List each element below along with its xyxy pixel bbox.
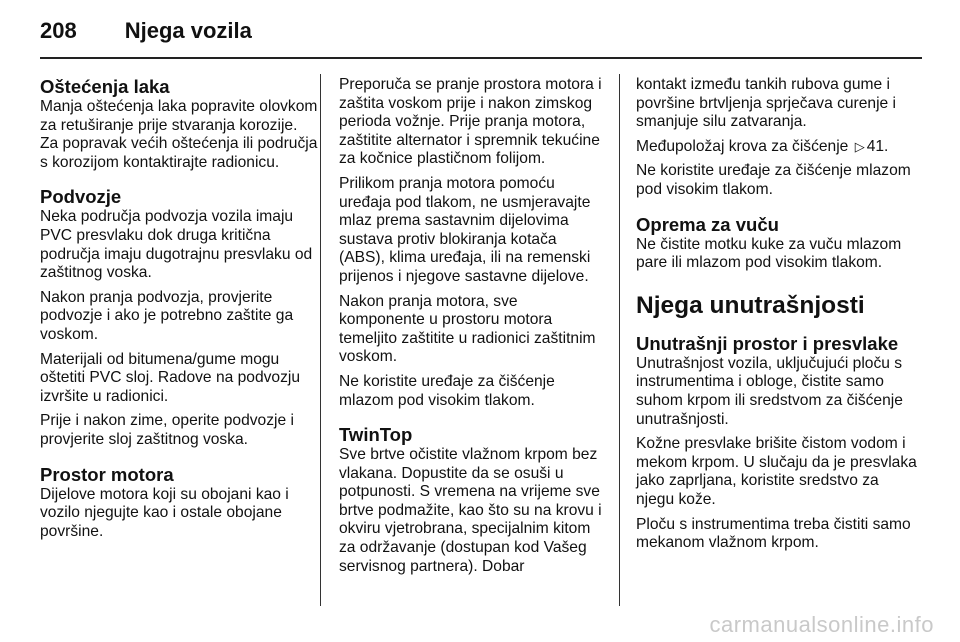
paragraph: Ne koristite uređaje za čišćenje mlazom pod visokim tlakom. <box>339 372 555 409</box>
paragraph: Prije i nakon zime, operite podvozje i provjerite sloj zaštitnog voska. <box>40 412 294 448</box>
column-1 <box>40 76 318 555</box>
paragraph: Sve brtve očistite vlažnom krpom bez vlakana. Dopustite da se osuši u potpunosti. S vremena na vrijeme sve brtve podmažite, kao što su na krovu i okviru vjetrobrana, specijalnim kitom za održavanje (dostupan kod Vašeg servisnog partnera). Dobar <box>339 446 602 575</box>
column-divider-2 <box>619 74 620 606</box>
page-reference-arrow-icon: ▷ <box>854 138 865 154</box>
section-interior-upholstery <box>636 333 920 553</box>
chapter-title-interior-care: Njega unutrašnjosti <box>636 291 865 319</box>
column-3 <box>636 76 920 567</box>
paragraph: Preporuča se pranje prostora motora i zaštita voskom prije i nakon zimskog perioda vožnje. Prije pranja motora, zaštitite alternator i spremnik tekućine za kočnice plastičnom folijom. <box>339 76 602 168</box>
page-number: 208 <box>40 18 77 43</box>
column-divider-1 <box>320 74 321 606</box>
paragraph: Ne čistite motku kuke za vuču mlazom pare ili mlazom pod visokim tlakom. <box>636 235 902 272</box>
paragraph: Nakon pranja motora, sve komponente u prostoru motora temeljito zaštitite u radionici zaštitnim voskom. <box>339 292 596 366</box>
section-title-underbody: Podvozje <box>40 186 122 208</box>
section-title-engine-compartment: Prostor motora <box>40 463 174 485</box>
paragraph: Unutrašnjost vozila, uključujući ploču s instrumentima i obloge, čistite samo suhom krpom ili sredstvom za čišćenje unutrašnjosti. <box>636 354 903 428</box>
paragraph: Materijali od bitumena/gume mogu oštetiti PVC sloj. Radove na podvozju izvršite u radionici. <box>40 350 301 405</box>
watermark: carmanualsonline.info <box>709 612 934 637</box>
paragraph: kontakt između tankih rubova gume i površine brtvljenja sprječava curenje i smanjuje silu zatvaranja. <box>636 76 897 131</box>
section-title-interior-upholstery: Unutrašnji prostor i presvlake <box>636 332 899 354</box>
section-paint-damage <box>40 76 318 172</box>
paragraph-with-reference <box>636 138 920 157</box>
section-title-towing-equipment: Oprema za vuču <box>636 213 779 235</box>
paragraph: Manja oštećenja laka popravite olovkom za retuširanje prije stvaranja korozije. Za popravak većih oštećenja ili područja s korozijom kontaktirajte radionicu. <box>40 98 318 171</box>
section-towing-equipment <box>636 214 920 273</box>
page-header <box>40 18 920 48</box>
page-reference-link[interactable]: 41. <box>866 137 889 155</box>
paragraph: Ploču s instrumentima treba čistiti samo mekanom vlažnom krpom. <box>636 515 911 552</box>
header-rule <box>40 57 922 59</box>
paragraph-text: Međupoložaj krova za čišćenje <box>636 137 849 155</box>
paragraph: Neka područja podvozja vozila imaju PVC presvlaku dok druga kritična područja imaju dugotrajnu presvlaku od zaštitnog voska. <box>40 208 313 282</box>
paragraph: Dijelove motora koji su obojani kao i vozilo njegujte kao i ostale obojane površine. <box>40 485 289 540</box>
paragraph: Ne koristite uređaje za čišćenje mlazom pod visokim tlakom. <box>636 162 911 198</box>
section-title-paint-damage: Oštećenja laka <box>40 76 170 97</box>
section-twintop <box>339 424 603 576</box>
paragraph: Kožne presvlake brišite čistom vodom i mekom krpom. U slučaju da je presvlaka jako zaprljana, koristite sredstvo za njegu kože. <box>636 435 917 508</box>
section-title-twintop: TwinTop <box>339 424 413 446</box>
paragraph: Nakon pranja podvozja, provjerite podvozje i ako je potrebno zaštite ga voskom. <box>40 288 294 343</box>
column-2 <box>339 76 603 590</box>
section-underbody <box>40 186 318 449</box>
page-title: Njega vozila <box>124 18 252 43</box>
section-engine-compartment <box>40 464 318 542</box>
paragraph: Prilikom pranja motora pomoću uređaja pod tlakom, ne usmjeravajte mlaz prema sastavnim dijelovima sustava protiv blokiranja kotača (ABS), klima uređaja, ili na remenski prijenos i njegove sastavne dijelove. <box>339 174 591 285</box>
